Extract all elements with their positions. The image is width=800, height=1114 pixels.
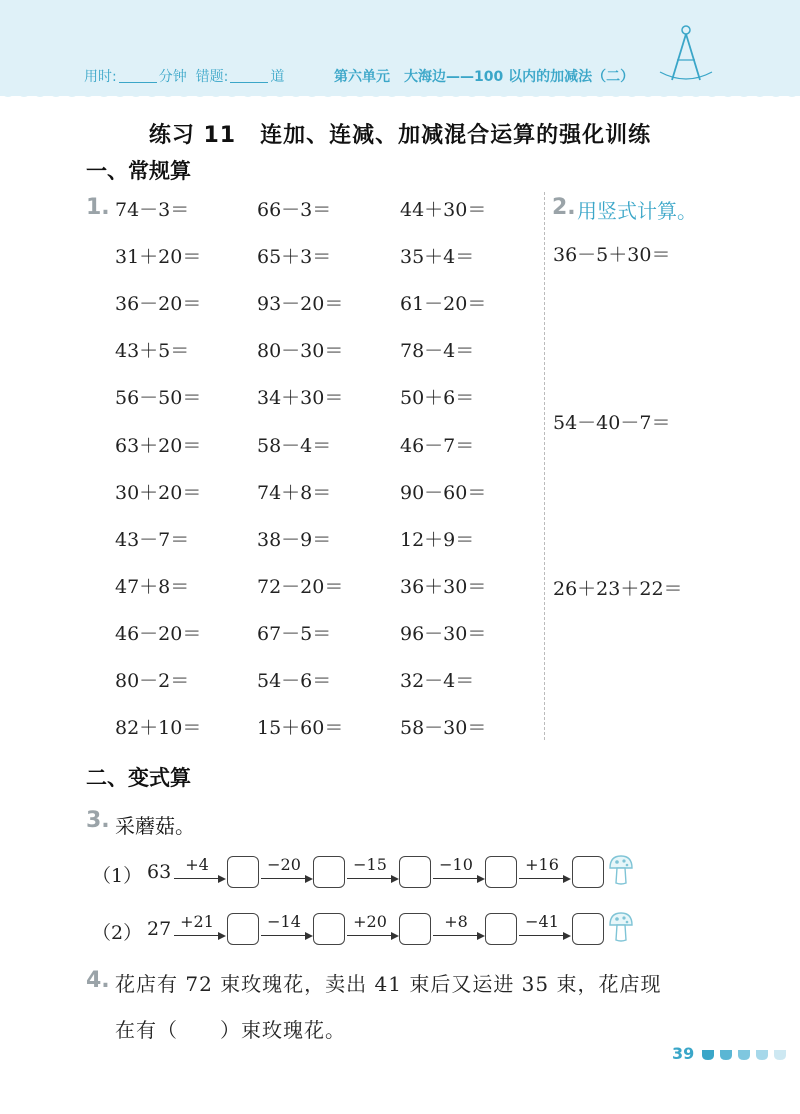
expression-item: 65＋3＝ — [257, 246, 332, 268]
expression-item: 43＋5＝ — [115, 340, 190, 362]
expression-item: 63＋20＝ — [115, 435, 202, 457]
operation-arrow — [261, 857, 313, 883]
expression-item: 74＋8＝ — [257, 482, 332, 504]
expression-item: 46－7＝ — [400, 435, 475, 457]
expression-item: 43－7＝ — [115, 529, 190, 551]
question-number-2: 2. — [552, 195, 576, 220]
expression-item: 35＋4＝ — [400, 246, 475, 268]
unit-title: 第六单元 大海边——100 以内的加减法（二） — [334, 69, 635, 85]
operation-label: +20 — [353, 912, 387, 931]
errors-blank — [230, 70, 268, 83]
expression-item: 56－50＝ — [115, 387, 202, 409]
operation-arrow — [519, 857, 571, 883]
expression-item: 54－6＝ — [257, 670, 332, 692]
expression-item: 67－5＝ — [257, 623, 332, 645]
expression-item: 74－3＝ — [115, 199, 190, 221]
expression-item: 46－20＝ — [115, 623, 202, 645]
header-time-record — [84, 66, 284, 86]
expression-item: 50＋6＝ — [400, 387, 475, 409]
expression-item: 34＋30＝ — [257, 387, 344, 409]
chain-start-number: 27 — [147, 918, 172, 940]
expression-item: 58－30＝ — [400, 717, 487, 739]
expression-item: 36＋30＝ — [400, 576, 487, 598]
chain-start-number: 63 — [147, 861, 172, 883]
operation-label: −41 — [525, 912, 559, 931]
expression-item: 61－20＝ — [400, 293, 487, 315]
expression-item: 93－20＝ — [257, 293, 344, 315]
operation-arrow — [347, 857, 399, 883]
page-number: 39 — [672, 1044, 695, 1063]
operation-label: −14 — [267, 912, 301, 931]
expression-item: 72－20＝ — [257, 576, 344, 598]
operation-label: −15 — [353, 855, 387, 874]
question-2-title: 用竖式计算。 — [577, 199, 697, 223]
section-heading-2: 二、变式算 — [86, 766, 191, 790]
time-label: 用时: — [84, 69, 117, 85]
expression-item: 44＋30＝ — [400, 199, 487, 221]
question-3-title: 采蘑菇。 — [115, 814, 195, 838]
time-blank — [119, 70, 157, 83]
expression-item: 38－9＝ — [257, 529, 332, 551]
operation-label: +16 — [525, 855, 559, 874]
operation-label: −10 — [439, 855, 473, 874]
expression-item: 80－2＝ — [115, 670, 190, 692]
expression-item: 15＋60＝ — [257, 717, 344, 739]
compass-icon — [656, 22, 716, 86]
vertical-calc-item: 26＋23＋22＝ — [553, 578, 683, 600]
chain-label: （2） — [92, 922, 143, 944]
answer-box[interactable] — [572, 856, 604, 888]
exercise-title: 连加、连减、加减混合运算的强化训练 — [260, 123, 652, 148]
exercise-number: 练习 11 — [148, 123, 237, 148]
expression-item: 47＋8＝ — [115, 576, 190, 598]
answer-box[interactable] — [485, 856, 517, 888]
operation-arrow — [261, 914, 313, 940]
expression-item: 78－4＝ — [400, 340, 475, 362]
mushroom-icon — [608, 853, 634, 887]
answer-box[interactable] — [313, 913, 345, 945]
question-number-3: 3. — [86, 808, 110, 833]
expression-item: 80－30＝ — [257, 340, 344, 362]
question-4-line-1: 花店有 72 束玫瑰花，卖出 41 束后又运进 35 束，花店现 — [115, 972, 662, 996]
operation-arrow — [433, 857, 485, 883]
count-label: 道 — [270, 69, 285, 85]
operation-label: +21 — [180, 912, 214, 931]
operation-label: −20 — [267, 855, 301, 874]
operation-arrow — [347, 914, 399, 940]
expression-item: 36－20＝ — [115, 293, 202, 315]
vertical-calc-item: 36－5＋30＝ — [553, 244, 671, 266]
errors-label: 错题: — [195, 69, 229, 85]
question-4-line-2: 在有（ ）束玫瑰花。 — [115, 1018, 346, 1042]
operation-arrow — [433, 914, 485, 940]
expression-item: 30＋20＝ — [115, 482, 202, 504]
expression-item: 12＋9＝ — [400, 529, 475, 551]
answer-box[interactable] — [572, 913, 604, 945]
expression-item: 90－60＝ — [400, 482, 487, 504]
minute-label: 分钟 — [158, 69, 187, 85]
question-number-4: 4. — [86, 968, 110, 993]
question-number-1: 1. — [86, 195, 110, 220]
header-wave-edge — [0, 84, 800, 104]
mushroom-icon — [608, 910, 634, 944]
page-decoration-dots — [700, 1048, 792, 1062]
operation-arrow — [174, 857, 226, 883]
column-divider — [544, 192, 545, 740]
expression-item: 31＋20＝ — [115, 246, 202, 268]
answer-box[interactable] — [399, 856, 431, 888]
answer-box[interactable] — [313, 856, 345, 888]
expression-item: 96－30＝ — [400, 623, 487, 645]
answer-box[interactable] — [485, 913, 517, 945]
page-title — [0, 118, 800, 149]
operation-label: +8 — [444, 912, 468, 931]
answer-box[interactable] — [399, 913, 431, 945]
answer-box[interactable] — [227, 913, 259, 945]
chain-label: （1） — [92, 865, 143, 887]
answer-box[interactable] — [227, 856, 259, 888]
expression-item: 32－4＝ — [400, 670, 475, 692]
operation-arrow — [174, 914, 226, 940]
vertical-calc-item: 54－40－7＝ — [553, 412, 671, 434]
expression-item: 82＋10＝ — [115, 717, 202, 739]
expression-item: 58－4＝ — [257, 435, 332, 457]
section-heading-1: 一、常规算 — [86, 159, 191, 183]
operation-arrow — [519, 914, 571, 940]
operation-label: +4 — [185, 855, 209, 874]
expression-item: 66－3＝ — [257, 199, 332, 221]
